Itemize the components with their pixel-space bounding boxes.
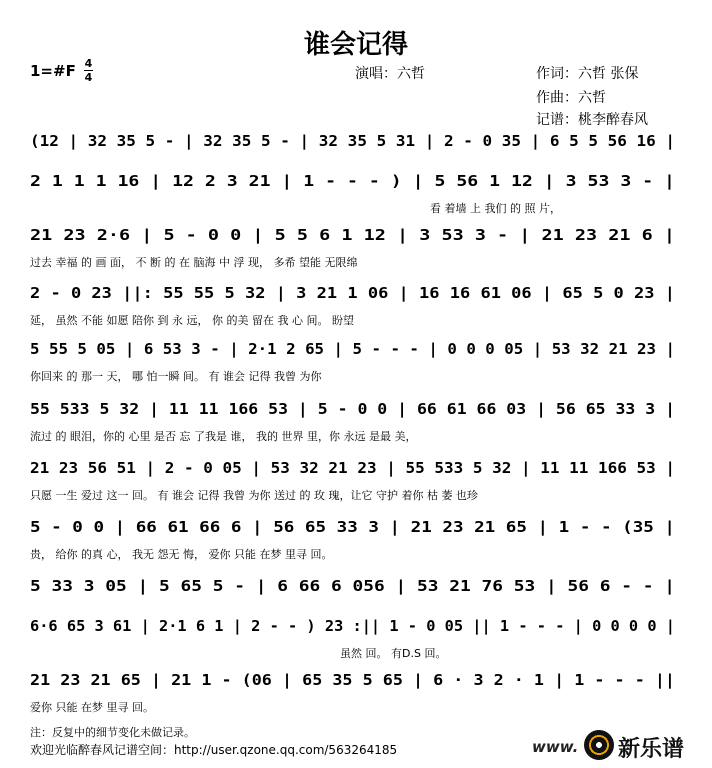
- lyrics-line: 延， 虽然 不能 如愿 陪你 到 永 远， 你 的美 留在 我 心 间。 盼望: [30, 314, 354, 327]
- logo-www: www.: [532, 738, 579, 756]
- composer-credit: 作曲：六哲: [536, 90, 606, 106]
- notes-line: [30, 455, 680, 485]
- lyrics-line: 只愿 一生 爱过 这一 回。 有 谁会 记得 我曾 为你 送过 的 玫 瑰，让它 守护 着你 枯 萎 也珍: [30, 489, 478, 502]
- notes-text: 5 - 0 0 | 66 61 66 6 | 56 65 33 3 | 21 23 21 65 | 1 - - (35 |: [30, 518, 581, 536]
- notes-svg: [30, 573, 680, 603]
- notes-svg: [30, 128, 680, 158]
- notes-text: 21 23 56 51 | 2 - 0 05 | 53 32 21 23 | 55 533 5 32 | 11 11 166 53 |: [30, 459, 636, 477]
- notes-line: [30, 396, 680, 426]
- notes-line: [30, 613, 680, 643]
- notes-svg: [30, 455, 680, 485]
- notes-line: [30, 573, 680, 603]
- lyrics-line: 贵， 给你 的真 心， 我无 怨无 悔， 爱你 只能 在梦 里寻 回。: [30, 548, 333, 561]
- notes-line: [30, 222, 680, 252]
- notes-svg: [30, 222, 680, 252]
- disc-icon: [584, 730, 614, 760]
- lyrics-line: 虽然 回。 有D.S 回。: [340, 647, 447, 660]
- blog-link-text: 欢迎光临醉春风记谱空间：http://user.qzone.qq.com/563264185: [30, 743, 398, 757]
- notes-svg: [30, 667, 680, 697]
- lyricist-credit: 作词：六哲 张保: [536, 66, 639, 82]
- singer-credit: 演唱：六哲: [355, 66, 425, 82]
- footnote: 注：反复中的细节变化未做记录。: [30, 726, 195, 739]
- notes-text: 21 23 21 65 | 21 1 - (06 | 65 35 5 65 | 6 · 3 2 · 1 | 1 - - - ||: [30, 671, 608, 689]
- notes-text: 5 33 3 05 | 5 65 5 - | 6 66 6 056 | 53 21 76 53 | 56 6 - - |: [30, 577, 572, 595]
- notes-text: 2 - 0 23 ||: 55 55 5 32 | 3 21 1 06 | 16 16 61 06 | 65 5 0 23 |: [30, 284, 599, 302]
- notes-text: (12 | 32 35 5 - | 32 35 5 - | 32 35 5 31 | 2 - 0 35 | 6 5 5 56 16 |: [30, 132, 636, 150]
- lyrics-line: 爱你 只能 在梦 里寻 回。: [30, 701, 154, 714]
- lyrics-line: 流过 的 眼泪，你的 心里 是否 忘 了我是 谁， 我的 世界 里，你 永远 是最 美，: [30, 430, 417, 443]
- notes-svg: [30, 280, 680, 310]
- notes-line: [30, 667, 680, 697]
- key-signature: 1=#F: [30, 62, 76, 80]
- notes-svg: [30, 514, 680, 544]
- notes-line: [30, 280, 680, 310]
- lyrics-line: 你回来 的 那一 天， 哪 怕一瞬 间。 有 谁会 记得 我曾 为你: [30, 370, 322, 383]
- notes-line: [30, 128, 680, 158]
- time-signature: [84, 58, 93, 83]
- notes-svg: [30, 396, 680, 426]
- notes-line: [30, 514, 680, 544]
- time-sig-bottom: 4: [84, 71, 93, 84]
- time-sig-top: 4: [84, 57, 93, 70]
- transcriber-credit: 记谱：桃李醉春风: [536, 112, 648, 128]
- notes-line: [30, 336, 680, 366]
- logo-text: 新乐谱: [618, 737, 685, 762]
- song-title: 谁会记得: [303, 30, 408, 60]
- notes-svg: [30, 613, 680, 643]
- notes-text: 55 533 5 32 | 11 11 166 53 | 5 - 0 0 | 66 61 66 03 | 56 65 33 3 |: [30, 400, 617, 418]
- site-logo: [532, 728, 707, 764]
- notes-text: 6·6 65 3 61 | 2·1 6 1 | 2 - - ) 23 :|| 1 - 0 05 || 1 - - - | 0 0 0 0 |: [30, 617, 663, 635]
- notes-text: 5 55 5 05 | 6 53 3 - | 2·1 2 65 | 5 - - - | 0 0 0 05 | 53 32 21 23 |: [30, 340, 645, 358]
- notes-svg: [30, 336, 680, 366]
- notes-text: 21 23 2·6 | 5 - 0 0 | 5 5 6 1 12 | 3 53 3 - | 21 23 21 6 |: [30, 226, 554, 244]
- lyrics-line: 看 着墙 上 我们 的 照 片，: [430, 202, 561, 215]
- lyrics-line: 过去 幸福 的 画 面， 不 断 的 在 脑海 中 浮 现， 多希 望能 无限绵: [30, 256, 358, 269]
- notes-text: 2 1 1 1 16 | 12 2 3 21 | 1 - - - ) | 5 56 1 12 | 3 53 3 - |: [30, 172, 563, 190]
- notes-line: [30, 168, 680, 198]
- notes-svg: [30, 168, 680, 198]
